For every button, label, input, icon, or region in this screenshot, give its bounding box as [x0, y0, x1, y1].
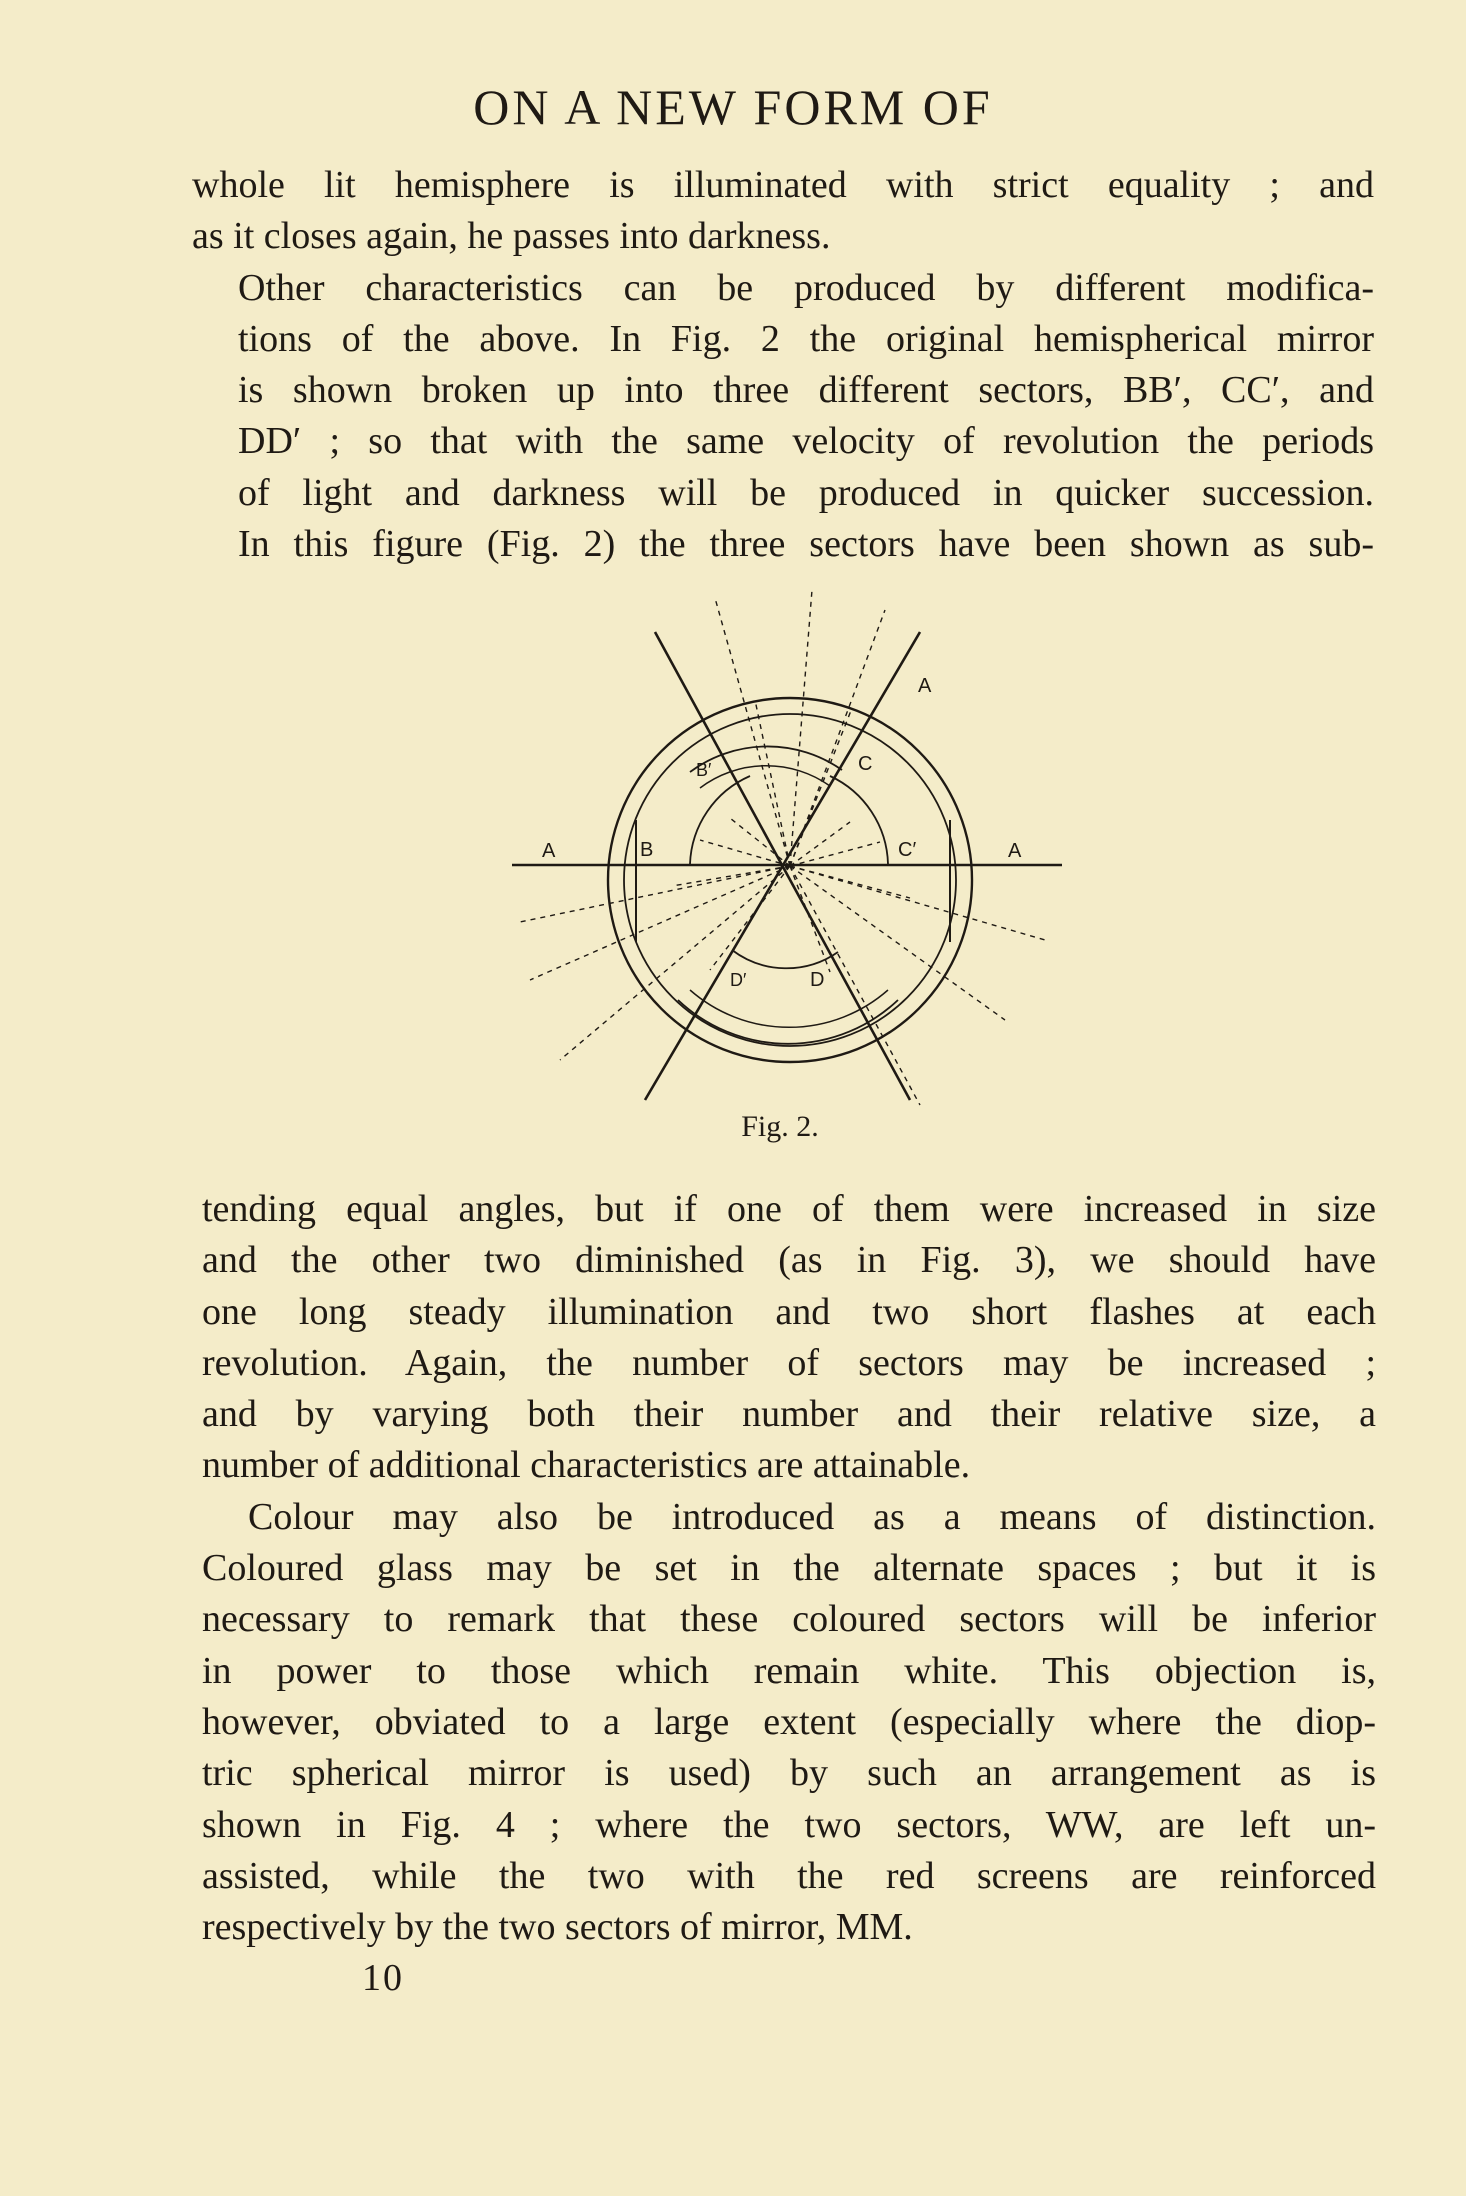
- ray: [790, 842, 880, 866]
- label-d-prime: D′: [730, 970, 747, 990]
- text-line: assisted, while the two with the red screens are reinforced: [202, 1854, 1376, 1897]
- text-line: DD′ ; so that with the same velocity of revolution the periods: [238, 420, 1374, 463]
- label-c-prime: C′: [898, 839, 917, 861]
- page-number: 10: [362, 1957, 404, 1999]
- ray: [790, 866, 1045, 940]
- text-line: is shown broken up into three different sectors, BB′, CC′, and: [238, 369, 1374, 412]
- text-line: whole lit hemisphere is illuminated with strict equality ; and: [192, 164, 1374, 206]
- running-title: ON A NEW FORM OF: [473, 79, 993, 135]
- ray: [790, 866, 910, 898]
- label-d: D: [810, 969, 825, 991]
- text-line: Colour may also be introduced as a means of distinction.: [248, 1495, 1376, 1538]
- text-block-top: [192, 160, 1374, 570]
- text-line: one long steady illumination and two short flashes at each: [202, 1290, 1376, 1333]
- text-line: shown in Fig. 4 ; where the two sectors, WW, are left un-: [202, 1803, 1376, 1846]
- text-line: respectively by the two sectors of mirror, MM.: [202, 1906, 913, 1949]
- paragraph: [202, 1184, 1376, 1492]
- label-a-left: A: [542, 840, 556, 862]
- text-line: tions of the above. In Fig. 2 the original hemispherical mirror: [238, 317, 1374, 360]
- ray: [710, 866, 790, 970]
- label-c: C: [858, 753, 873, 775]
- paragraph: [192, 160, 1374, 263]
- label-b: B: [640, 839, 654, 861]
- paragraph: [192, 263, 1374, 571]
- ray: [530, 866, 790, 980]
- paragraph: [202, 1492, 1376, 1954]
- text-line: Coloured glass may be set in the alternate spaces ; but it is: [202, 1547, 1376, 1590]
- text-line: In this figure (Fig. 2) the three sectors have been shown as sub-: [238, 523, 1374, 566]
- text-block-bottom: [202, 1184, 1376, 1953]
- arc-lower-inner: [690, 990, 888, 1027]
- figure-caption: Fig. 2.: [741, 1110, 819, 1143]
- text-line: in power to those which remain white. This objection is,: [202, 1649, 1376, 1692]
- figure-2-diagram: [500, 580, 1080, 1120]
- text-line: tending equal angles, but if one of them were increased in size: [202, 1188, 1376, 1230]
- label-b-prime: B′: [696, 760, 712, 780]
- text-line: of light and darkness will be produced in quicker succession.: [238, 471, 1374, 514]
- text-line: as it closes again, he passes into darkness.: [192, 215, 831, 258]
- ray: [790, 590, 812, 866]
- ray: [715, 598, 790, 866]
- sector-mirror-diagram: [500, 580, 1080, 1120]
- label-a-right: A: [1008, 840, 1022, 862]
- label-a-top: A: [918, 675, 932, 697]
- text-line: and the other two diminished (as in Fig. 3), we should have: [202, 1239, 1376, 1282]
- text-line: Other characteristics can be produced by different modifica-: [238, 266, 1374, 309]
- text-line: tric spherical mirror is used) by such an arrangement as is: [202, 1752, 1376, 1795]
- text-line: and by varying both their number and their relative size, a: [202, 1393, 1376, 1436]
- text-line: necessary to remark that these coloured sectors will be inferior: [202, 1598, 1376, 1641]
- ray: [790, 610, 885, 866]
- text-line: number of additional characteristics are attainable.: [202, 1444, 971, 1487]
- text-line: however, obviated to a large extent (especially where the diop-: [202, 1700, 1376, 1743]
- ray: [755, 700, 790, 866]
- ray: [520, 866, 790, 922]
- text-line: revolution. Again, the number of sectors may be increased ;: [202, 1341, 1376, 1384]
- ray: [790, 708, 852, 866]
- arc-upper-outer: [690, 746, 842, 772]
- arc-sector-c: [830, 776, 888, 864]
